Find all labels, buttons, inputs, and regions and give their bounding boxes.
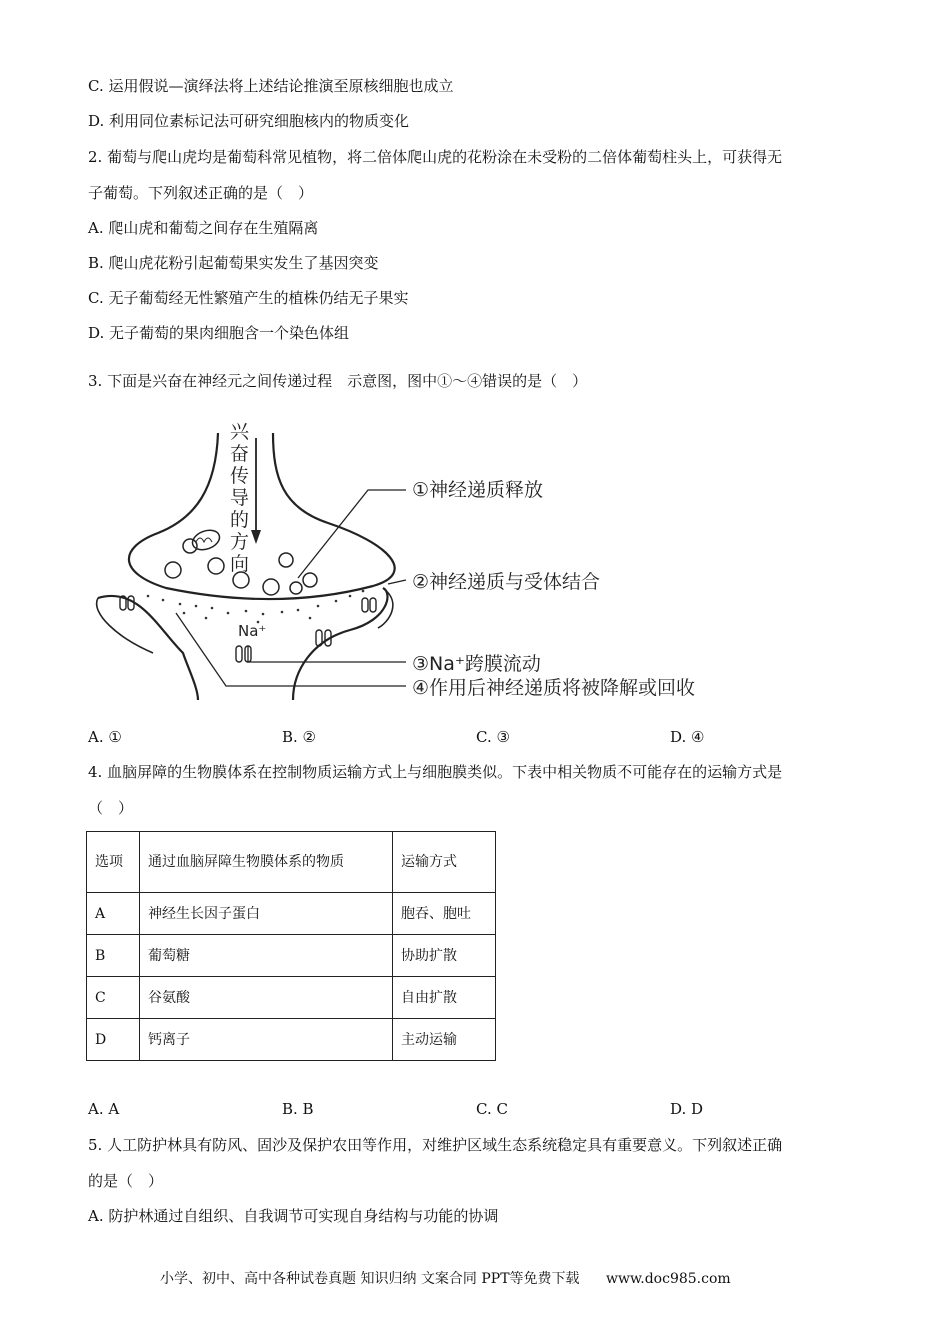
q4-table: [86, 831, 496, 1061]
table-cell: 神经生长因子蛋白: [140, 893, 393, 935]
q1-option-c: C. 运用假说—演绎法将上述结论推演至原核细胞也成立: [88, 77, 454, 95]
q2-option-d: D. 无子葡萄的果肉细胞含一个染色体组: [88, 324, 350, 342]
q2-stem-line-1: 2. 葡萄与爬山虎均是葡萄科常见植物，将二倍体爬山虎的花粉涂在未受粉的二倍体葡萄柱头上，可获得无: [88, 148, 783, 166]
q3-option-c: C. ③: [476, 728, 510, 746]
direction-char-7: 向: [230, 553, 250, 575]
label-1: ①神经递质释放: [412, 479, 544, 501]
q3-option-d: D. ④: [670, 728, 705, 746]
q4-option-d: D. D: [670, 1100, 704, 1118]
q4-stem-line-1: 4. 血脑屏障的生物膜体系在控制物质运输方式上与细胞膜类似。下表中相关物质不可能存在的运输方式是: [88, 763, 783, 781]
label-2: ②神经递质与受体结合: [412, 571, 601, 593]
table-cell: 协助扩散: [393, 935, 496, 977]
leader-lines: [176, 490, 406, 686]
table-header-row: [87, 832, 496, 893]
table-cell: D: [87, 1019, 140, 1061]
table-cell: 胞吞、胞吐: [393, 893, 496, 935]
q5-option-a: A. 防护林通过自组织、自我调节可实现自身结构与功能的协调: [88, 1207, 499, 1225]
q1-option-d: D. 利用同位素标记法可研究细胞核内的物质变化: [88, 112, 410, 130]
direction-char-4: 导: [230, 487, 250, 509]
q2-stem-line-2: 子葡萄。下列叙述正确的是（ ）: [88, 184, 314, 202]
q4-option-b: B. B: [282, 1100, 314, 1118]
table-header-cell: 运输方式: [393, 832, 496, 893]
label-4: ④作用后神经递质将被降解或回收: [412, 677, 696, 699]
table-cell: 谷氨酸: [140, 977, 393, 1019]
table-cell: 自由扩散: [393, 977, 496, 1019]
footer-text: 小学、初中、高中各种试卷真题 知识归纳 文案合同 PPT等免费下载: [160, 1271, 580, 1287]
table-header-cell: 选项: [87, 832, 140, 893]
page-footer: [160, 1268, 731, 1288]
direction-char-5: 的: [230, 509, 250, 531]
table-row: [87, 1019, 496, 1061]
direction-char-2: 奋: [230, 443, 250, 465]
direction-char-6: 方: [230, 531, 250, 553]
q2-option-a: A. 爬山虎和葡萄之间存在生殖隔离: [88, 219, 319, 237]
postsynaptic-membrane: [98, 588, 387, 700]
direction-label: [230, 421, 250, 575]
q2-option-b: B. 爬山虎花粉引起葡萄果实发生了基因突变: [88, 254, 379, 272]
presynaptic-terminal: [129, 433, 395, 599]
table-cell: 钙离子: [140, 1019, 393, 1061]
footer-url[interactable]: www.doc985.com: [605, 1271, 731, 1287]
table-cell: B: [87, 935, 140, 977]
synapse-diagram: [88, 408, 738, 708]
direction-char-1: 兴: [230, 421, 250, 443]
q4-stem-line-2: （ ）: [88, 799, 134, 817]
q4-option-a: A. A: [88, 1100, 120, 1118]
q3-option-b: B. ②: [282, 728, 317, 746]
table-cell: A: [87, 893, 140, 935]
q5-stem-line-1: 5. 人工防护林具有防风、固沙及保护农田等作用，对维护区域生态系统稳定具有重要意义。下列叙述正确: [88, 1136, 783, 1154]
q3-stem: 3. 下面是兴奋在神经元之间传递过程 示意图，图中①～④错误的是（ ）: [88, 372, 588, 390]
table-header-cell: 通过血脑屏障生物膜体系的物质: [140, 832, 393, 893]
table-cell: C: [87, 977, 140, 1019]
direction-char-3: 传: [230, 465, 250, 487]
q4-option-c: C. C: [476, 1100, 508, 1118]
na-ion-label: Na⁺: [238, 622, 267, 640]
table-cell: 葡萄糖: [140, 935, 393, 977]
table-cell: 主动运输: [393, 1019, 496, 1061]
q5-stem-line-2: 的是（ ）: [88, 1172, 164, 1190]
table-row: [87, 977, 496, 1019]
table-row: [87, 935, 496, 977]
q3-option-a: A. ①: [88, 728, 122, 746]
q2-option-c: C. 无子葡萄经无性繁殖产生的植株仍结无子果实: [88, 289, 409, 307]
table-row: [87, 893, 496, 935]
label-3: ③Na⁺跨膜流动: [412, 653, 541, 675]
